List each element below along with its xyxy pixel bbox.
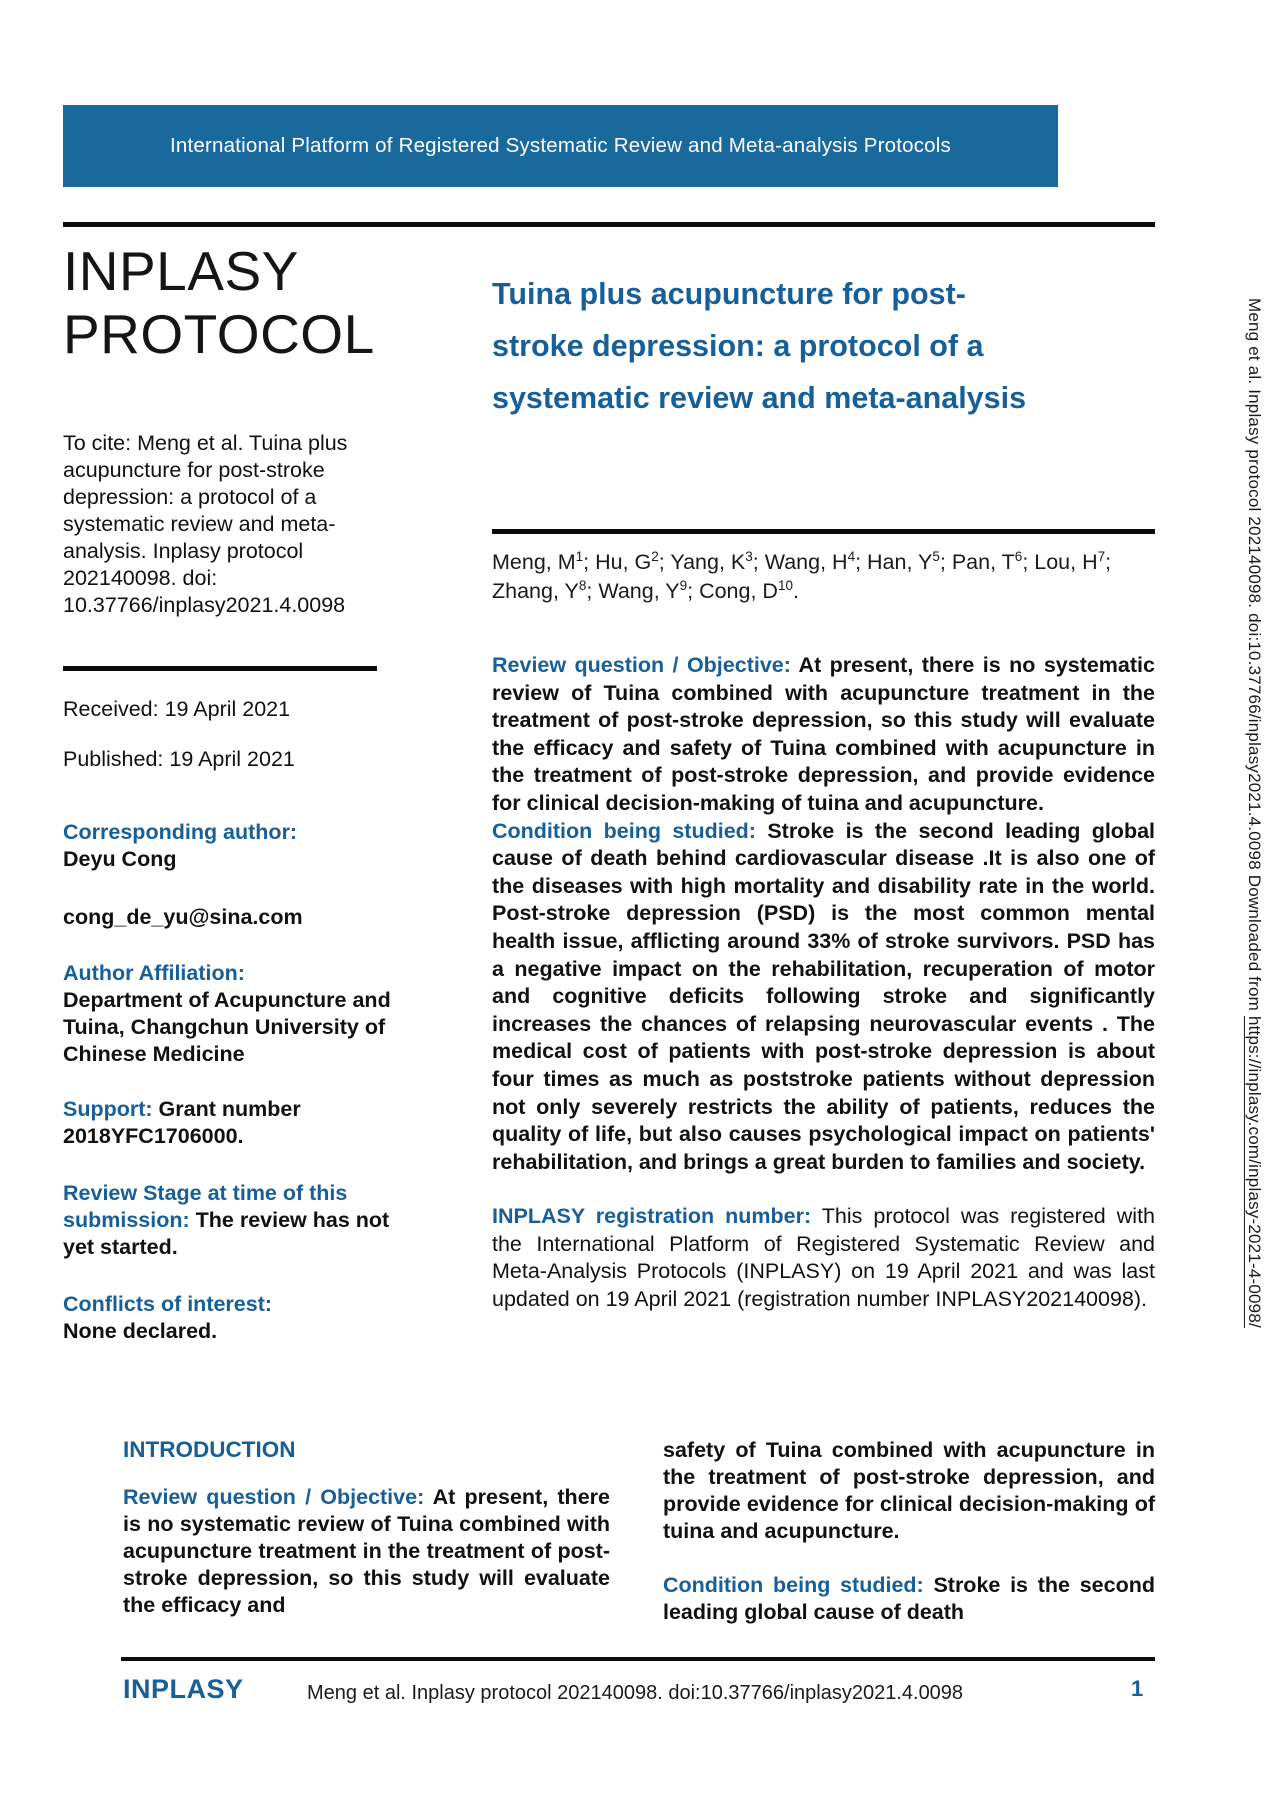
received-date: Received: 19 April 2021: [63, 697, 291, 721]
author-affiliation-value: Department of Acupuncture and Tuina, Changchun University of Chinese Medicine: [63, 988, 391, 1066]
article-title-line-3: systematic review and meta-analysis: [492, 381, 1027, 415]
wordmark-line-1: INPLASY: [63, 240, 299, 302]
wordmark-line-2: PROTOCOL: [63, 303, 375, 365]
review-question-paragraph: [492, 652, 1155, 818]
sidebar-download-link[interactable]: https://inplasy.com/inplasy-2021-4-0098/: [1245, 1015, 1264, 1328]
inplasy-protocol-wordmark: [63, 240, 395, 366]
registration-label: INPLASY registration number:: [492, 1204, 812, 1229]
support-block: [63, 1096, 395, 1150]
condition-label: Condition being studied:: [492, 818, 756, 843]
introduction-heading: INTRODUCTION: [123, 1437, 296, 1462]
published-date: Published: 19 April 2021: [63, 747, 295, 771]
introduction-continuation-text: safety of Tuina combined with acupuncture in the treatment of post-stroke depression, and provide evidence for clinical decision-making of tuina and acupuncture.: [663, 1438, 1155, 1543]
review-stage-value: The review has not yet started.: [63, 1208, 390, 1259]
article-title: [492, 268, 1164, 424]
conflicts-label: Conflicts of interest:: [63, 1292, 273, 1316]
footer-divider-rule: [121, 1657, 1155, 1661]
footer-citation: Meng et al. Inplasy protocol 202140098. doi:10.37766/inplasy2021.4.0098: [307, 1682, 964, 1704]
review-question-text: At present, there is no systematic review of Tuina combined with acupuncture treatment in the treatment of post-stroke depression, so this study will evaluate the efficacy and safety of Tuina combined with acupuncture in the treatment of post-stroke depression, and provide evidence for clinical decision-making of tuina and acupuncture.: [492, 653, 1155, 815]
platform-banner-title: International Platform of Registered Systematic Review and Meta-analysis Protocols: [170, 134, 951, 157]
left-column-divider-rule: [63, 666, 377, 671]
authors-divider-rule: [492, 529, 1155, 534]
introduction-review-question-text: At present, there is no systematic review of Tuina combined with acupuncture treatment in the treatment of post-stroke depression, so this study will evaluate the efficacy and: [123, 1485, 610, 1617]
review-stage-label: Review Stage at time of this submission:: [63, 1181, 348, 1232]
sidebar-vertical-citation: [1236, 298, 1264, 1568]
sidebar-citation-text: Meng et al. Inplasy protocol 202140098. doi:10.37766/inplasy2021.4.0098 Downloaded from: [1245, 298, 1264, 1016]
platform-banner: [63, 105, 1058, 187]
introduction-column-1: [123, 1484, 610, 1619]
support-label: Support:: [63, 1097, 153, 1121]
introduction-review-question-paragraph: [123, 1484, 610, 1619]
corresponding-author-label: Corresponding author:: [63, 820, 298, 844]
abstract-block: [492, 652, 1155, 1314]
introduction-review-question-label: Review question / Objective:: [123, 1485, 425, 1509]
conflicts-value: None declared.: [63, 1319, 218, 1343]
author-affiliation-label: Author Affiliation:: [63, 961, 245, 985]
condition-paragraph: [492, 818, 1155, 1177]
author-list: Meng, $M^1$; Hu, $G^2$; Yang, $K^3$; Wang, $H^4$; Han, $Y^5$; Pan, $T^6$; Lou, $H^7$; Zhang, $Y^8$; Wang, $Y^9$; Cong, $D^{10}$.: [492, 548, 1112, 603]
introduction-condition-paragraph: [663, 1572, 1155, 1626]
review-stage-block: [63, 1180, 395, 1261]
author-affiliation-block: [63, 960, 395, 1068]
page-number: 1: [1131, 1676, 1144, 1701]
registration-paragraph: [492, 1203, 1155, 1313]
header-divider-rule: [63, 222, 1155, 227]
to-cite-text: To cite: Meng et al. Tuina plus acupuncture for post-stroke depression: a protocol of a systematic review and meta-analysis. Inplasy protocol 202140098. doi: 10.37766/inplasy2021.4.0098: [63, 431, 348, 617]
introduction-condition-text: Stroke is the second leading global cause of death: [663, 1573, 1155, 1624]
article-title-line-1: Tuina plus acupuncture for post-: [492, 277, 966, 311]
condition-text: Stroke is the second leading global cause of death behind cardiovascular disease .It is also one of the diseases with high mortality and disability rate in the world. Post-stroke depression (PSD) is the most common mental health issue, afflicting around 33% of stroke survivors. PSD has a negative impact on the rehabilitation, recuperation of motor and cognitive deficits following stroke and significantly increases the chances of relapsing neurovascular events . The medical cost of patients with post-stroke depression is about four times as much as poststroke patients without depression not only severely restricts the ability of patients, reduces the quality of life, but also causes psychological impact on patients' rehabilitation, and brings a great burden to families and society.: [492, 818, 1156, 1174]
footer-inplasy-logo: INPLASY: [123, 1674, 244, 1704]
review-question-label: Review question / Objective:: [492, 653, 791, 677]
introduction-column-2: [663, 1437, 1155, 1626]
registration-text: This protocol was registered with the International Platform of Registered Systematic Review and Meta-Analysis Protocols (INPLASY) on 19 April 2021 and was last updated on 19 April 2021 (registration number INPLASY202140098).: [492, 1204, 1156, 1312]
conflicts-block: [63, 1291, 395, 1345]
corresponding-author-name: Deyu Cong: [63, 847, 177, 871]
corresponding-author-block: [63, 819, 395, 873]
corresponding-author-email: cong_de_yu@sina.com: [63, 905, 303, 929]
introduction-condition-label: Condition being studied:: [663, 1573, 924, 1597]
support-value: Grant number 2018YFC1706000.: [63, 1097, 301, 1148]
left-column: [63, 240, 395, 1345]
article-title-line-2: stroke depression: a protocol of a: [492, 329, 984, 363]
